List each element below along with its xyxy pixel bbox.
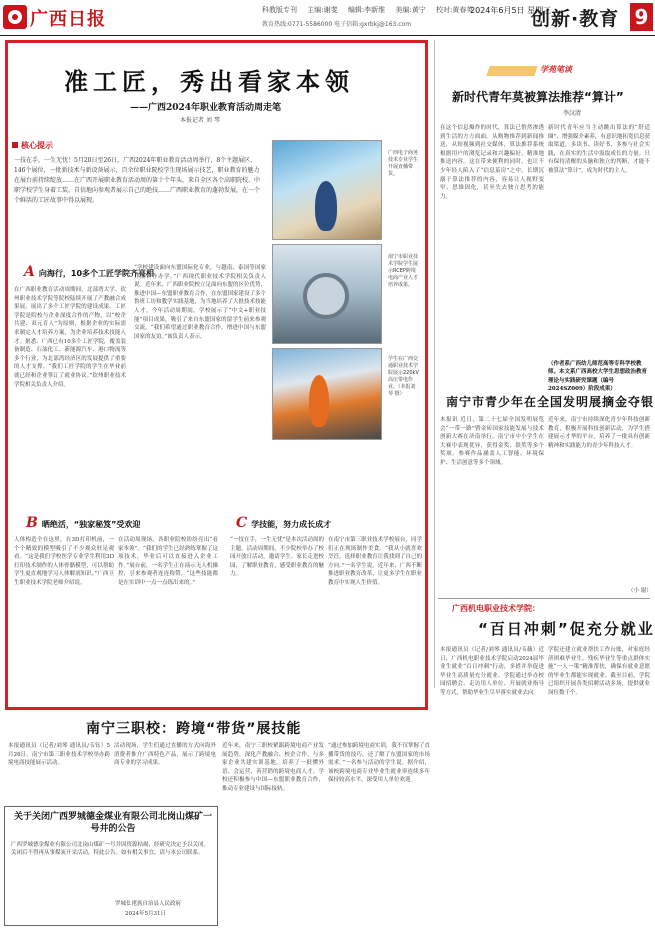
main-byline: 本报记者 刘 琴: [180, 117, 220, 124]
section-title: 晒绝活，“独家秘笈”受欢迎: [41, 520, 141, 529]
opinion-byline: 李汉清: [563, 110, 582, 117]
invention-expo-headline: 南宁市青少年在全国发明展摘金夺银: [446, 395, 655, 409]
newspaper-name: 广西日报: [30, 9, 106, 30]
opinion-col-2: 新时代青年应当主动跳出算法的“舒适圈”，增强媒介素养，有意识地拓宽信息获取渠道，多读书、读好书，多参与社会实践，在真实的生活中汲取成长的力量。只有保持清醒的头脑和独立的判断，才能不被算法“算计”，成为时代的主人。: [548, 125, 650, 174]
notice-signature-date: 2024年5月31日: [125, 911, 166, 917]
photo-caption: 广西电子商务技术专业学生开展直播带货。: [388, 150, 419, 177]
meta-item: 校对:黄春英: [436, 6, 474, 14]
masthead: [0, 0, 655, 36]
invention-expo-col-2: 近年来，南宁市持续深化青少年科技创新教育，积极开展科技创新活动，为学生搭建展示才华的平台，培养了一批具有创新精神和实践能力的青少年科技人才。: [548, 417, 650, 449]
section-title: 创新·教育: [531, 8, 620, 30]
newspaper-logo-icon: [3, 5, 27, 29]
editorial-meta: [262, 5, 473, 15]
page-number: 9: [630, 3, 653, 31]
author-note: （作者系广西幼儿师范高等专科学校教师。本文系广西高校大学生思想政治教育理论与实践研究课题（编号2024SZ009）阶段成果）: [548, 361, 648, 393]
photo-caption: 南宁市职业技术学院学生展示RCEP跨境电商产业人才培养成果。: [388, 254, 419, 288]
nanning-school-headline: 南宁三职校：跨境“带货”展技能: [86, 721, 302, 737]
worker-figure: [309, 375, 329, 427]
meta-item: 科教版专刊: [262, 6, 297, 14]
column-label-decoration: [486, 66, 538, 76]
section-b-col-1: 人体构造全在这里，在3D打印机前，一个个精致的模型吸引了不少观众驻足观看。“这是我们学校医学专业学生利用3D打印技术制作的人体骨骼模型，可以帮助学生更直观地学习人体解剖知识。”广西卫生职业技术学院老师介绍说。: [14, 537, 114, 586]
section-b-col-2: 在活动周现场，各职业院校纷纷亮出“看家本领”。“我们的学生已经熟练掌握了这项技术，毕业后可以直接进入企业工作。”展台前，一名学生正在演示无人机操控，引来参观者连连称赞。“这些技能都是在实训中一点一点练出来的。”: [118, 537, 218, 586]
nanning-school-col-2: 活动现场，学生们通过直播的方式向海外消费者推介广西特色产品，展示了跨境电商专业的学习成果。: [114, 743, 216, 767]
section-letter: A: [24, 264, 35, 280]
section-c-col-1: “一技在手，一生无忧”是本次活动周的主题。活动周期间，不少院校举办了校园开放日活动，邀请学生、家长走进校园，了解职业教育，感受职业教育的魅力。: [230, 537, 324, 578]
section-letter: B: [26, 515, 38, 531]
meta-item: 美编:黄宁: [395, 6, 426, 14]
person-figure: [315, 181, 337, 231]
contact-meta: 教育热线:0771-5586000 电子信箱:gxrbkj@163.com: [262, 21, 412, 28]
column-divider: [434, 40, 435, 688]
employment-headline: “百日冲刺”促充分就业: [478, 620, 655, 638]
invention-expo-signature: （小 谢）: [628, 588, 652, 594]
column-label: 学苑笔谈: [540, 65, 572, 74]
exhibit-figure: [303, 273, 349, 319]
nanning-school-col-3: 近年来，南宁三职校紧跟跨境电商产业发展趋势，深化产教融合、校企合作，与多家企业共建实训基地，培养了一批懂外语、会运营、善营销的跨境电商人才。学校还积极参与中国—东盟职业教育合作，推动专业建设与国际接轨。: [222, 743, 324, 792]
core-tip-body: 一技在手，一生无忧！5月20日至26日，广西2024年职业教育活动周举行，8个主题展区、146个展位，一批新技术与新设备展示，百余位职业院校学生现场展示技艺，职业教育的魅力在展台前持续绽放……在广西开展职业教育活动周的第十个年头，来自全区各个高职院校、中职学校学生身着工装、自信地向参观者展示自己的绝技……广西职业教育的蓬勃发展，在一个个鲜活的工匠故事中得以展现。: [14, 157, 261, 204]
article-divider: [438, 598, 650, 599]
meta-item: 编辑:李新维: [347, 6, 386, 14]
photo-rcep-exhibit: [272, 244, 382, 344]
section-a-col-1: 在广西职业教育活动周期间，北部湾大学、钦州职业技术学院等院校陆续开展了产教融合成果展，展出了多个工匠学院的建设成果。工匠学院是院校与企业深度合作的产物，以“校企共建、双元育人”为原则，根据企业的实际需求制定人才培养方案，为企业培养技术技能人才。据悉，广西已有10多个工匠学院，覆盖装备制造、石油化工、新能源汽车、港口物流等多个行业，为北部湾经济区的发展提供了重要的人才支撑。“我们工匠学院的学生在毕业前就已经和企业签订了就业协议。”钦州职业技术学院相关负责人介绍。: [14, 287, 126, 388]
section-title: 学技能，努力成长成才: [251, 520, 332, 529]
section-title: 向海行，10多个工匠学院齐亮相: [38, 269, 155, 278]
notice-title: 关于关闭广西罗城德金煤业有限公司北岗山煤矿一号井的公告: [13, 812, 212, 834]
section-letter: C: [236, 515, 248, 531]
main-subhead: ——广西2024年职业教育活动周走笔: [130, 103, 282, 113]
employment-col-2: 学院还建立就业帮扶工作台账，对家庭经济困难毕业生、残疾毕业生等重点群体实施“一人一策”精准帮扶，确保有就业意愿的毕业生都能实现就业。截至目前，学院已组织开展各类招聘活动多场，提供就业岗位数千个。: [548, 647, 650, 696]
core-tip-label: 核心提示: [12, 140, 53, 151]
photo-livestream: [272, 140, 382, 240]
notice-body: 广西罗城德金煤业有限公司北岗山煤矿一号井因资源枯竭，经研究决定予以关闭。关闭后不得再从事煤炭开采活动，特此公告。如有相关事宜，请与本公司联系。: [11, 842, 210, 857]
nanning-school-col-1: 本报通讯员（记者/刘琴 通讯员/韦钰）5月26日，南宁市第三职业技术学校举办跨境电商技能展示活动。: [8, 743, 110, 767]
invention-expo-col-1: 本报讯 近日，第二十七届全国发明展览会“一带一路”暨金砖国家技能发展与技术创新大赛在济南举行。南宁市中小学生在大赛中表现优异，获得金奖、银奖等多个奖项。参赛作品涵盖人工智能、环境保护、生活创意等多个领域。: [440, 417, 544, 466]
photo-power-line-work: [272, 348, 382, 440]
opinion-headline: 新时代青年莫被算法推荐“算计”: [452, 90, 624, 104]
public-notice-box: [4, 806, 218, 926]
employment-col-1: 本报通讯员（记者/刘琴 通讯员/韦薇）近日，广西机电职业技术学院启动2024届毕业生就业“百日冲刺”行动，多措并举促进毕业生高质量充分就业。学院通过举办校园招聘会、走访用人单位、开展就业指导等方式，帮助毕业生尽早落实就业去向。: [440, 647, 544, 696]
section-c-heading: [236, 515, 331, 531]
employment-kicker: 广西机电职业技术学院：: [452, 604, 540, 613]
section-b-heading: [26, 515, 140, 531]
nanning-school-col-4: “通过参加跨境电商实训，我不仅掌握了直播带货的技巧，还了解了东盟国家的市场需求。”一名参与活动的学生说。据介绍，该校跨境电商专业毕业生就业率连续多年保持较高水平，深受用人单位欢迎。: [328, 743, 430, 784]
photo-caption: 学生在广西交通职业技术学院展示220kV高压带电作业。（本报刘琴 摄）: [388, 356, 419, 397]
publication-date: 2024年6月5日 星期三: [470, 6, 552, 15]
main-headline: 准工匠，秀出看家本领: [64, 68, 354, 96]
section-a-col-2: “学校建设面向东盟国际化专业，与越南、泰国等国家开展合作办学。”广西现代职业技术学院相关负责人说。近年来，广西职业院校立足面向东盟的区位优势，推进中国—东盟职业教育合作，在东盟国家建设了多个鲁班工坊和教学实践基地，为当地培养了大批技术技能人才。今年活动周期间，学校展示了“中文+职业技能”项目成果，吸引了来自东盟国家的留学生前来参观交流。“我们希望通过职业教育合作，增进中国与东盟国家的友谊。”该负责人表示。: [134, 265, 266, 340]
notice-signature-org: 罗城仫佬族自治县人民政府: [115, 901, 182, 907]
section-c-col-2: 在南宁市第三职业技术学校展台，同学们正在现场制作美食。“我从小就喜欢烹饪，选择职业教育让我找到了自己的方向。”一名学生说。近年来，广西不断推进职业教育改革，让更多学生在职业教育中实现人生价值。: [328, 537, 422, 586]
meta-item: 主编:谢斐: [307, 6, 338, 14]
opinion-col-1: 在这个信息爆炸的时代，算法已悄然渗透到生活的方方面面。从购物推荐到新闻推送，从短视频到社交媒体，算法推荐系统根据用户的浏览记录和兴趣偏好，精准地推送内容。这在带来便利的同时，也让不少年轻人陷入了“信息茧房”之中。长期沉溺于算法推荐的内容，容易让人视野变窄、思维固化，甚至失去独立思考的能力。: [440, 125, 544, 200]
